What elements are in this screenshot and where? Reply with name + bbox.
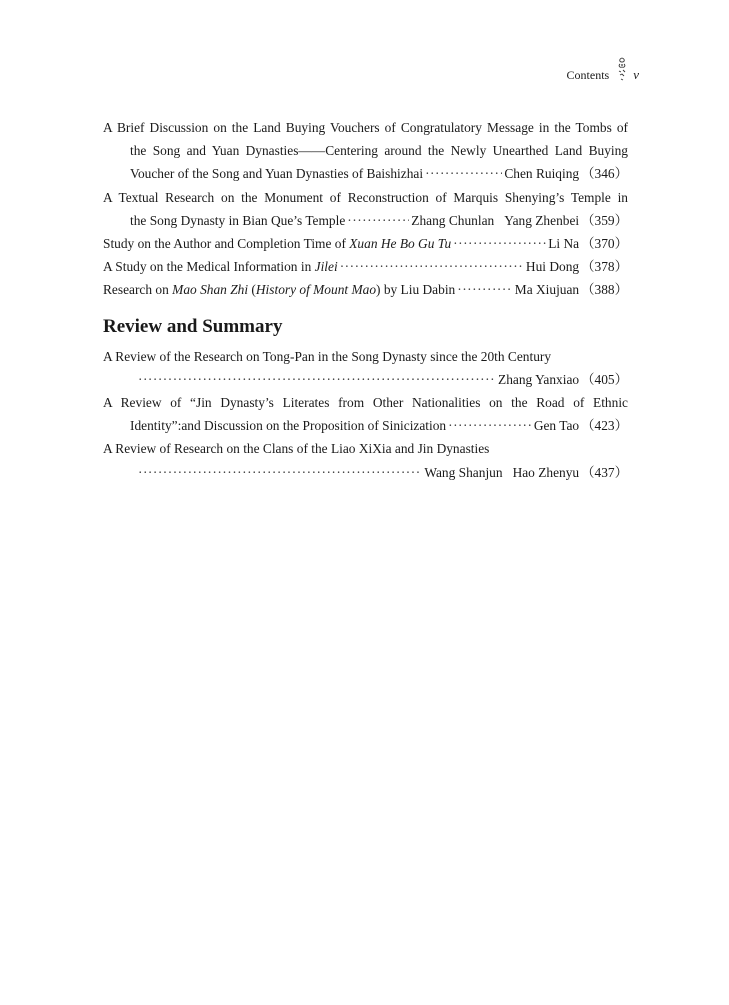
toc-entry[interactable] xyxy=(103,391,628,437)
entry-title-italic: Xuan He Bo Gu Tu xyxy=(349,236,452,252)
author-name: Zhang Chunlan xyxy=(411,212,495,228)
toc-entry[interactable] xyxy=(103,437,628,483)
entry-title-line xyxy=(103,278,628,301)
entry-page-number: （405） xyxy=(581,371,628,387)
dot-leader xyxy=(347,209,409,232)
toc-entry[interactable] xyxy=(103,255,628,278)
entry-title-line: A Review of “Jin Dynasty’s Literates from Other Nationalities on the Road of Ethnic xyxy=(103,395,628,411)
dot-leader xyxy=(340,255,524,278)
entry-title-text: ( xyxy=(248,282,256,298)
entry-page-number: （346） xyxy=(581,166,628,182)
entry-title xyxy=(103,278,455,301)
dot-leader xyxy=(457,278,513,301)
entry-title-tail: Identity”:and Discussion on the Proposition of Sinicization xyxy=(130,418,447,434)
toc-entry[interactable] xyxy=(103,345,628,391)
entry-title-line: A Brief Discussion on the Land Buying Vouchers of Congratulatory Message in the Tombs of xyxy=(103,120,628,135)
entry-title-line xyxy=(103,414,628,437)
dot-leader xyxy=(453,232,546,255)
entry-author: Li Na xyxy=(548,236,580,252)
toc-entry[interactable] xyxy=(103,116,628,186)
section-heading: Review and Summary xyxy=(103,315,283,337)
table-of-contents xyxy=(103,116,628,484)
running-header xyxy=(567,66,639,84)
toc-entry[interactable] xyxy=(103,186,628,232)
entry-title-tail: the Song Dynasty in Bian Que’s Temple xyxy=(130,212,346,228)
entry-title-italic: Mao Shan Zhi xyxy=(172,282,249,298)
entry-page-number: （423） xyxy=(581,418,628,434)
toc-entry[interactable] xyxy=(103,278,628,301)
entry-title-line xyxy=(103,232,628,255)
author-name: Hao Zhenyu xyxy=(512,464,580,480)
entry-title-line xyxy=(103,209,628,232)
entry-title-text: A Study on the Medical Information in xyxy=(103,259,315,275)
dot-leader xyxy=(448,414,532,437)
dot-leader xyxy=(425,162,502,185)
entry-title-text: Study on the Author and Completion Time of xyxy=(103,236,350,252)
entry-page-number: （359） xyxy=(581,212,628,228)
entry-title-line: A Review of the Research on Tong-Pan in the Song Dynasty since the 20th Century xyxy=(103,348,552,364)
toc-entry[interactable] xyxy=(103,232,628,255)
entry-title-text: ) by Liu Dabin xyxy=(376,282,456,298)
entry-title-line xyxy=(103,162,628,185)
entry-title-line: A Textual Research on the Monument of Reconstruction of Marquis Shenying’s Temple in xyxy=(103,189,628,205)
entry-title-italic: History of Mount Mao xyxy=(255,282,377,298)
page-number: v xyxy=(633,67,639,82)
entry-page-number: （378） xyxy=(581,259,628,275)
entry-title-text: Research on xyxy=(103,282,173,298)
entry-author: Zhang Yanxiao xyxy=(498,371,580,387)
author-name: Wang Shanjun xyxy=(424,464,503,480)
entry-author: Gen Tao xyxy=(533,418,580,434)
entry-author xyxy=(424,461,579,484)
entry-page-number: （370） xyxy=(581,236,628,252)
header-label: Contents xyxy=(566,67,610,82)
dot-leader xyxy=(138,368,496,391)
entry-author: Hui Dong xyxy=(525,259,580,275)
entry-title-italic: Jilei xyxy=(314,259,338,275)
floral-ornament-icon xyxy=(617,56,627,84)
dot-leader xyxy=(138,461,422,484)
entry-title xyxy=(103,232,451,255)
entry-title xyxy=(103,255,338,278)
entry-page-number: （437） xyxy=(581,464,628,480)
entry-title-line xyxy=(103,461,628,484)
entry-title-line xyxy=(103,368,628,391)
entry-title-line xyxy=(103,255,628,278)
entry-author: Ma Xiujuan xyxy=(514,282,580,298)
author-name: Yang Zhenbei xyxy=(504,212,580,228)
entry-title-tail: Voucher of the Song and Yuan Dynasties of Baishizhai xyxy=(130,166,424,182)
entry-author xyxy=(411,209,579,232)
entry-page-number: （388） xyxy=(581,282,628,298)
entry-author: Chen Ruiqing xyxy=(504,166,580,182)
entry-title-line: A Review of Research on the Clans of the Liao XiXia and Jin Dynasties xyxy=(103,441,490,457)
entry-title-line: the Song and Yuan Dynasties——Centering around the Newly Unearthed Land Buying xyxy=(130,143,628,159)
